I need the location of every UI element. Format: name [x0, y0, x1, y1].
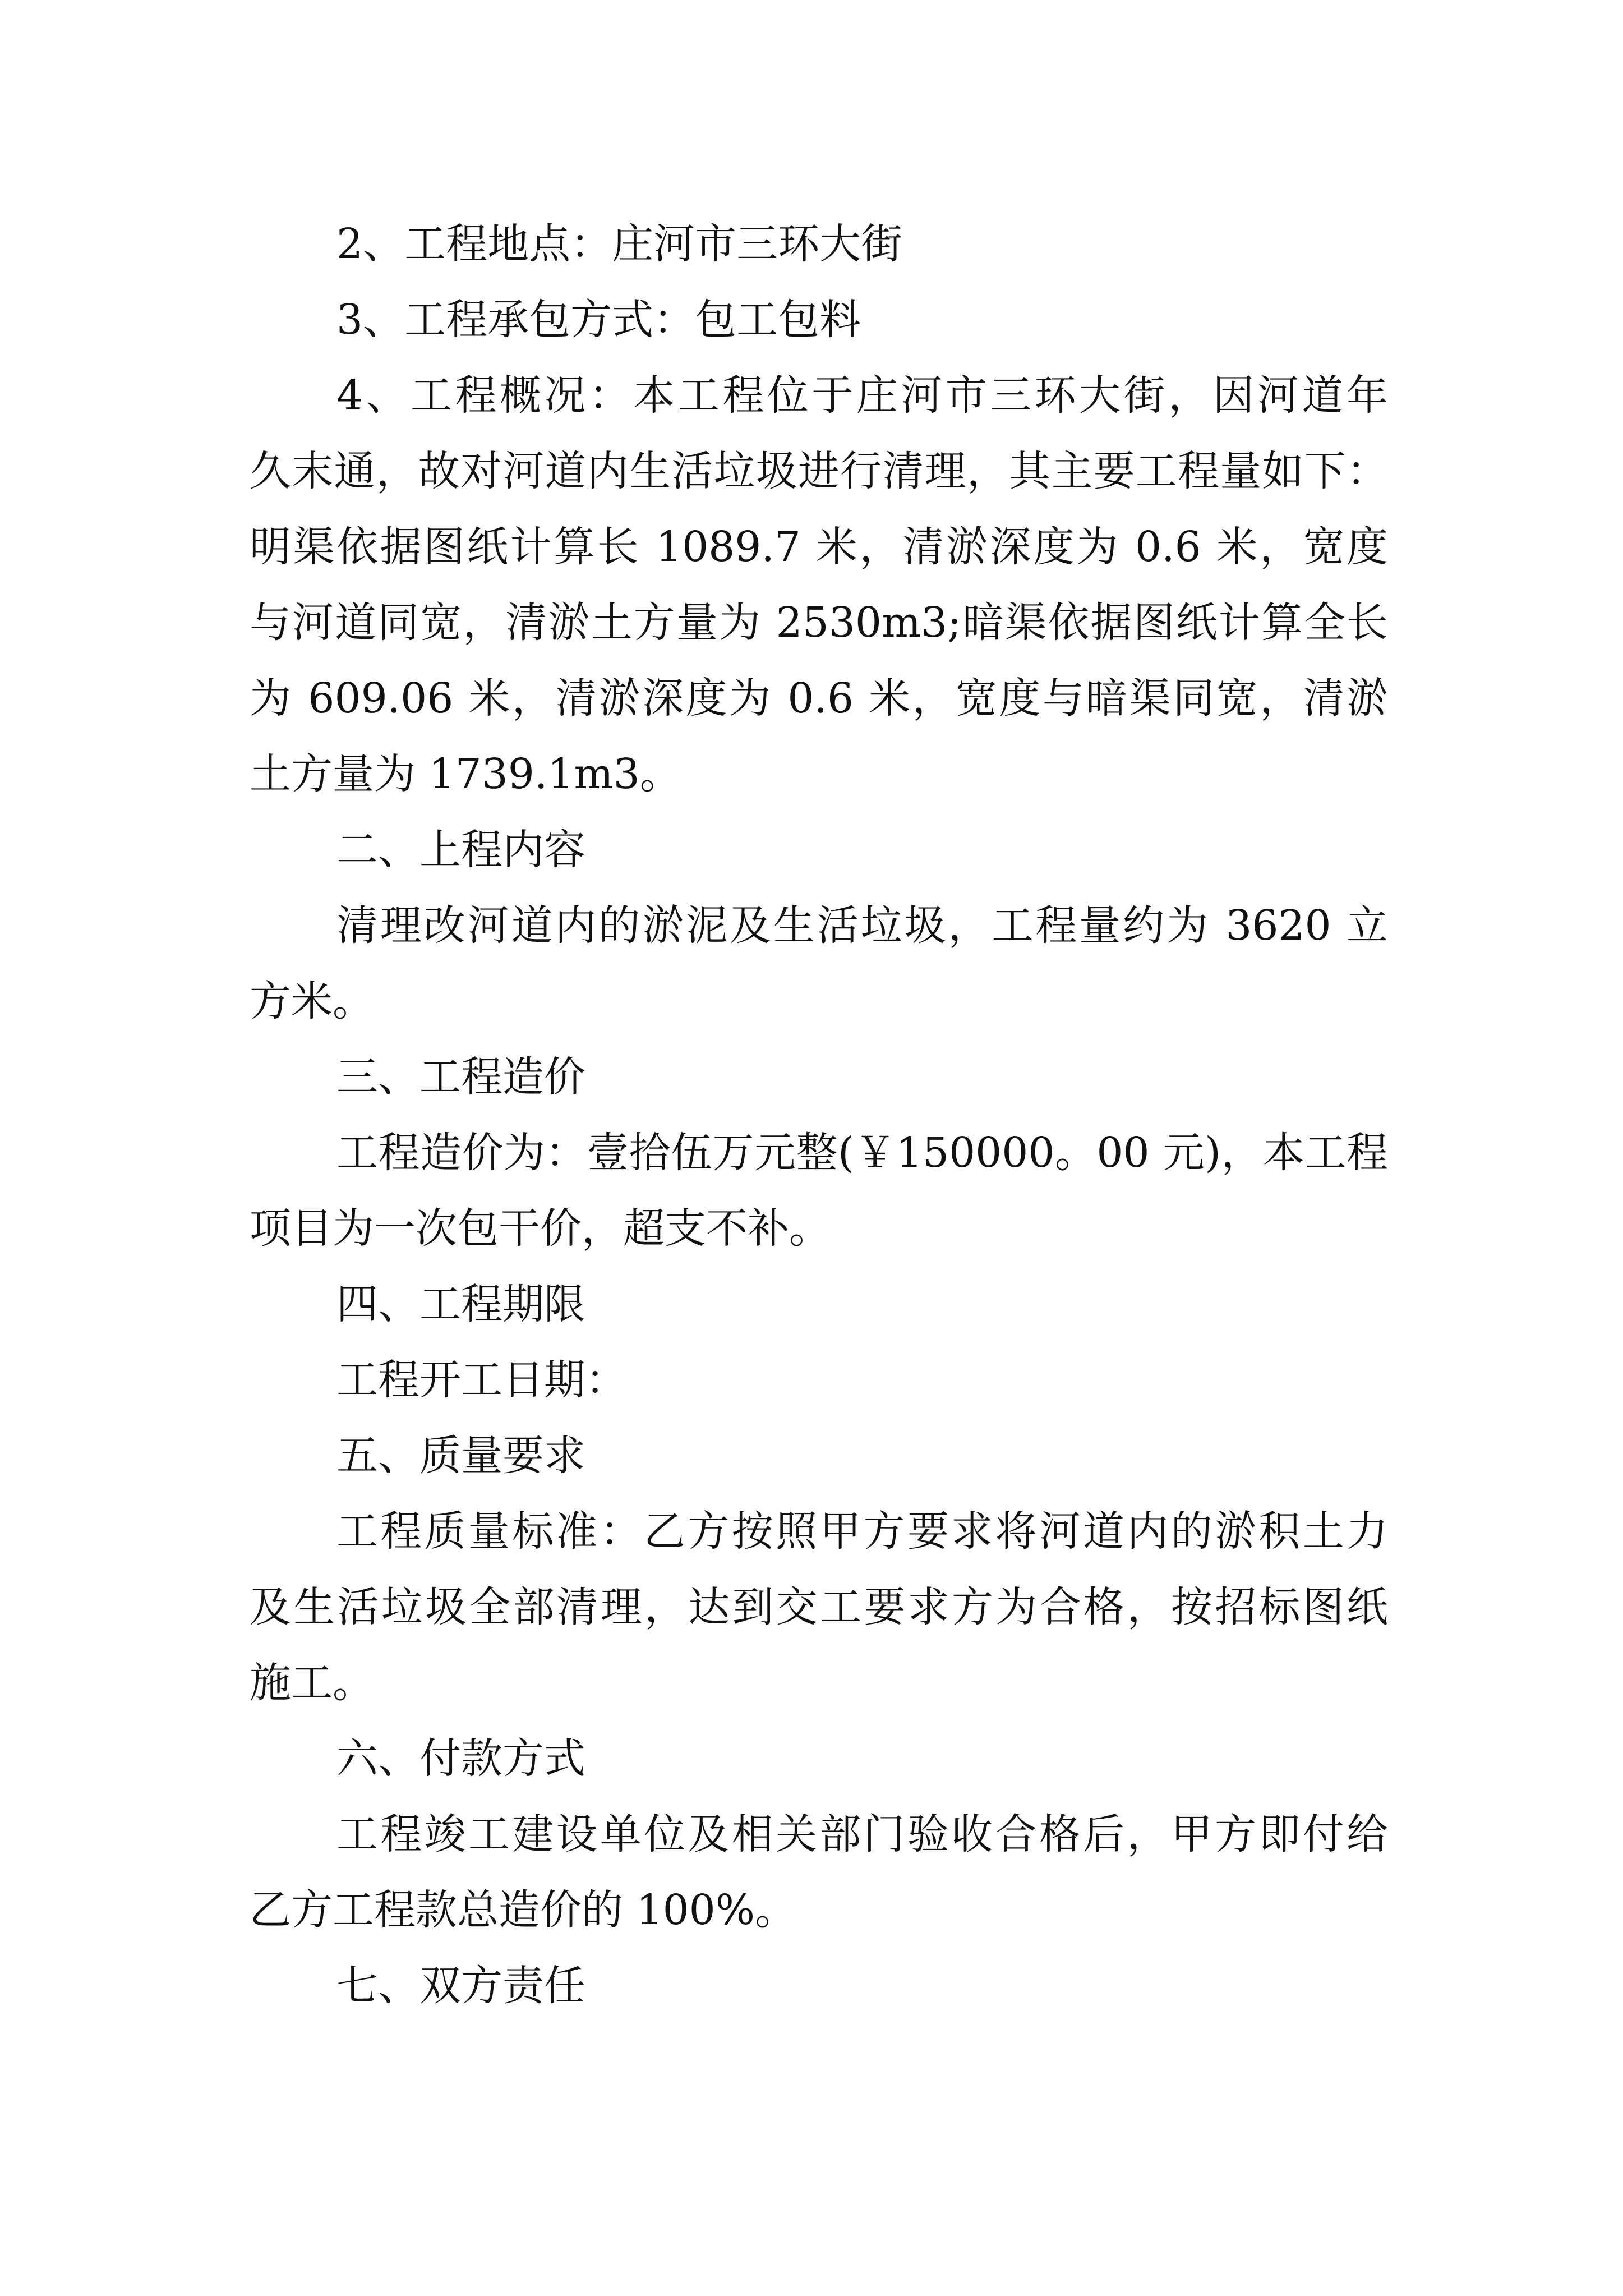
section-heading: 七、双方责任	[336, 1962, 585, 2010]
text-line: 2、工程地点：庄河市三环大街	[336, 220, 903, 268]
text-line: 方米。	[250, 977, 374, 1025]
text-line: 项目为一次包干价，超支不补。	[250, 1204, 831, 1253]
text-line: 清理改河道内的淤泥及生活垃圾，工程量约为 3620 立	[336, 901, 1388, 950]
text-line: 工程竣工建设单位及相关部门验收合格后，甲方即付给	[336, 1810, 1388, 1858]
text-line: 土方量为 1739.1m3。	[250, 750, 681, 798]
text-line: 乙方工程款总造价的 100%。	[250, 1886, 797, 1934]
text-line: 与河道同宽，清淤土方量为 2530m3;暗渠依据图纸计算全长	[250, 599, 1388, 647]
text-line: 工程造价为：壹拾伍万元整(￥150000。00 元)，本工程	[336, 1129, 1388, 1177]
text-line: 施工。	[250, 1659, 374, 1707]
section-heading: 四、工程期限	[336, 1280, 585, 1328]
text-line: 工程质量标准：乙方按照甲方要求将河道内的淤积土力	[336, 1507, 1388, 1556]
text-line: 3、工程承包方式：包工包料	[336, 296, 861, 344]
section-heading: 二、上程内容	[336, 826, 585, 874]
text-line: 及生活垃圾全部清理，达到交工要求方为合格，按招标图纸	[250, 1583, 1388, 1631]
text-line: 为 609.06 米，清淤深度为 0.6 米，宽度与暗渠同宽，清淤	[250, 674, 1388, 723]
section-heading: 五、质量要求	[336, 1432, 585, 1480]
section-heading: 六、付款方式	[336, 1734, 585, 1783]
text-line: 4、工程概况：本工程位于庄河市三环大街，因河道年	[336, 371, 1388, 420]
text-line: 久末通，故对河道内生活垃圾进行清理，其主要工程量如下：	[250, 447, 1388, 495]
text-line: 明渠依据图纸计算长 1089.7 米，清淤深度为 0.6 米，宽度	[250, 523, 1388, 571]
text-line: 工程开工日期：	[336, 1356, 627, 1404]
section-heading: 三、工程造价	[336, 1053, 585, 1101]
